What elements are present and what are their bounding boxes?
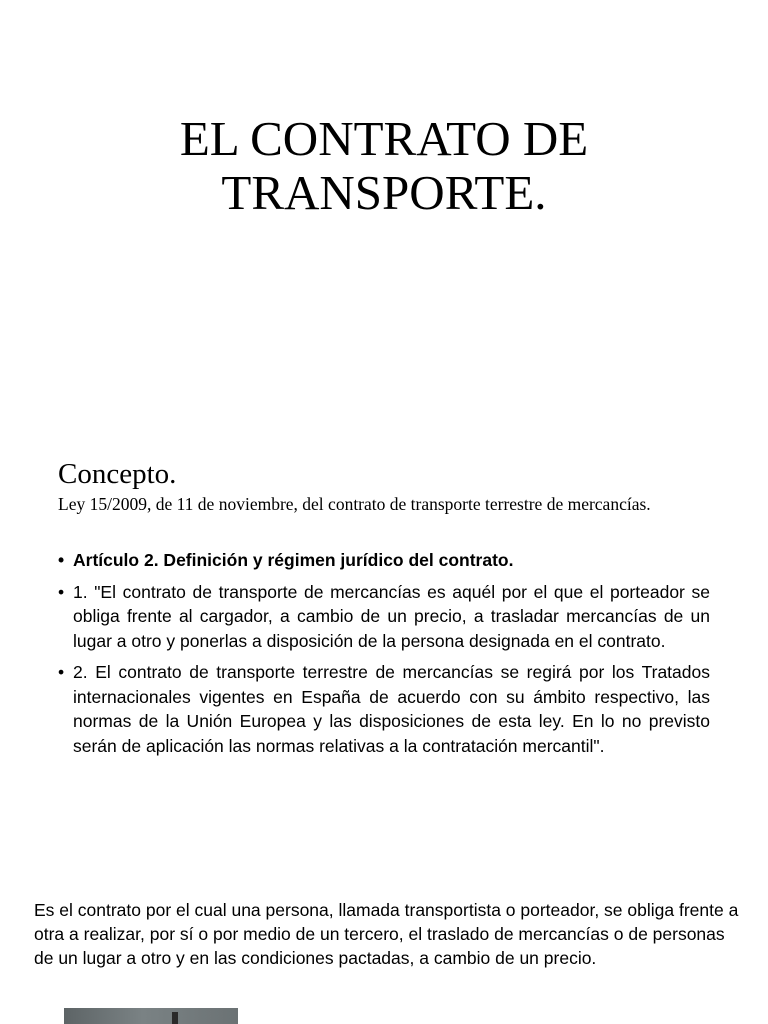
bullet-dot-icon: • (58, 550, 65, 570)
image-detail (172, 1012, 178, 1024)
bullet-item-article-title (58, 548, 710, 573)
bullet-dot-icon: • (58, 581, 65, 602)
bullet-item-clause-1 (58, 580, 710, 654)
slide-title-line-1: EL CONTRATO DE (179, 111, 589, 166)
bullet-text: Artículo 2. Definición y régimen jurídico del contrato. (73, 550, 514, 570)
bullet-text: 2. El contrato de transporte terrestre de mercancías se regirá por los Tratados internacionales vigentes en España de acuerdo con su ámbito respectivo, las normas de la Unión Europea y las disposiciones de esta ley. En lo no previsto serán de aplicación las normas relativas a la contratación mercantil". (73, 662, 710, 756)
definition-paragraph: Es el contrato por el cual una persona, llamada transportista o porteador, se obliga frente a otra a realizar, por sí o por medio de un tercero, el traslado de mercancías o de personas de un lugar a otro y en las condiciones pactadas, a cambio de un precio. (34, 900, 739, 968)
article-bullet-list (58, 548, 710, 765)
slide-title-line-2: TRANSPORTE. (221, 165, 547, 220)
section-heading: Concepto. (58, 458, 177, 490)
law-reference: Ley 15/2009, de 11 de noviembre, del contrato de transporte terrestre de mercancías. (58, 494, 651, 514)
bullet-item-clause-2 (58, 660, 710, 758)
image-thumbnail (64, 1008, 238, 1024)
slide-title (0, 112, 768, 220)
bullet-text: 1. "El contrato de transporte de mercancías es aquél por el que el porteador se obliga frente al cargador, a cambio de un precio, a trasladar mercancías de un lugar a otro y ponerlas a disposición de la persona designada en el contrato. (73, 581, 710, 651)
bullet-dot-icon: • (58, 662, 65, 682)
